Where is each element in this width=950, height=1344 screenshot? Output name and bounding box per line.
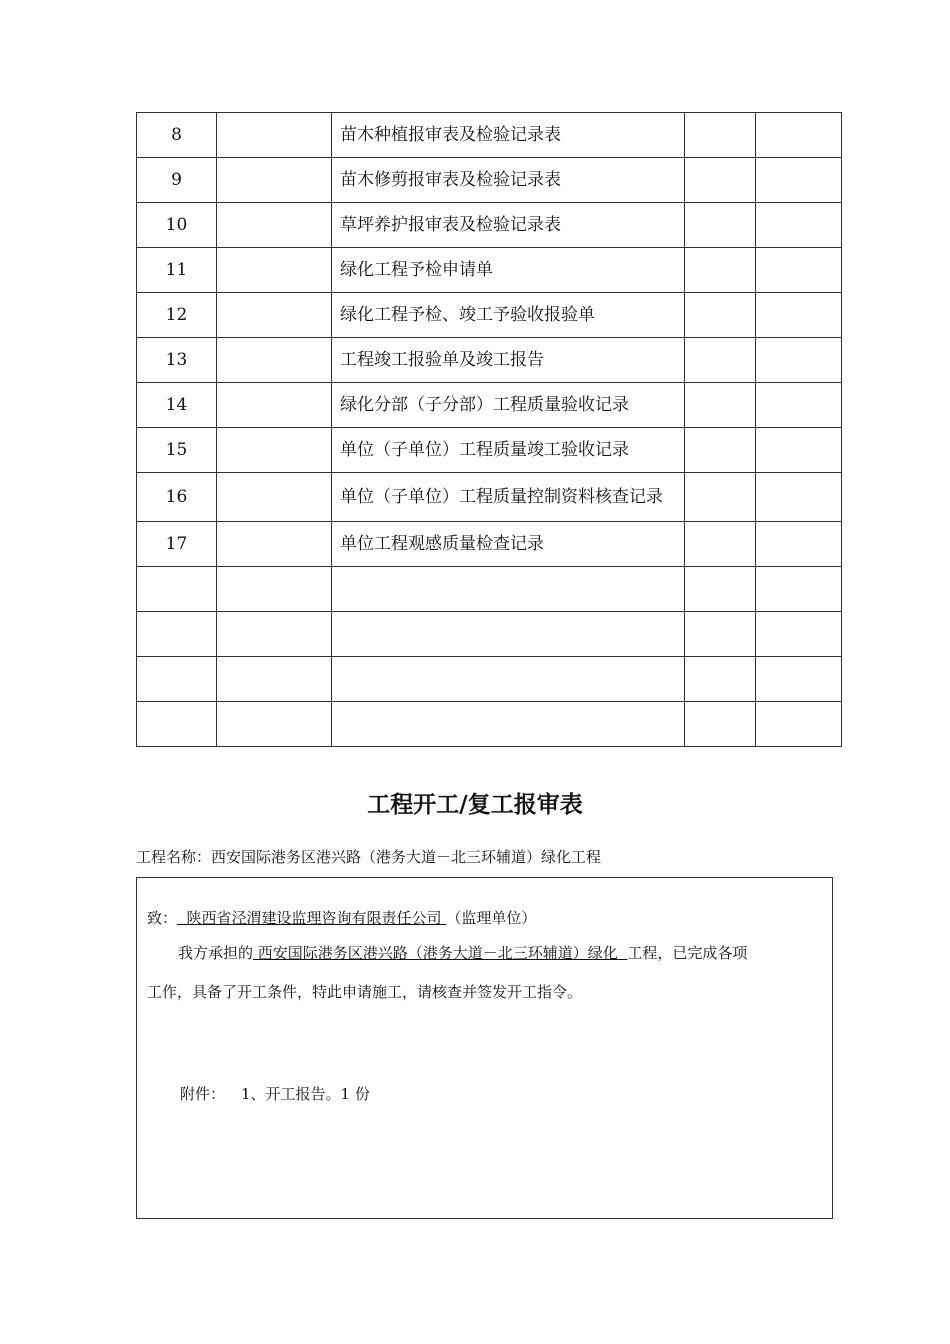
blank-cell: [217, 702, 332, 747]
row-number-cell: 13: [137, 338, 217, 383]
blank-cell: [685, 293, 756, 338]
row-number-cell: 11: [137, 248, 217, 293]
blank-cell: [685, 248, 756, 293]
table-row: [137, 293, 842, 338]
blank-cell: [217, 248, 332, 293]
blank-cell: [756, 612, 842, 657]
project-label: 工程名称：: [136, 848, 212, 866]
blank-cell: [685, 612, 756, 657]
blank-cell: [685, 428, 756, 473]
blank-cell: [217, 293, 332, 338]
blank-cell: [685, 522, 756, 567]
document-name-cell: 苗木修剪报审表及检验记录表: [332, 158, 685, 203]
blank-cell: [685, 338, 756, 383]
document-name-cell: 单位（子单位）工程质量控制资料核查记录: [332, 473, 685, 522]
blank-cell: [756, 702, 842, 747]
document-name-cell: 草坪养护报审表及检验记录表: [332, 203, 685, 248]
table-row: [137, 473, 842, 522]
document-name-cell: 单位工程观感质量检查记录: [332, 522, 685, 567]
row-number-cell: [137, 567, 217, 612]
document-name-cell: 单位（子单位）工程质量竣工验收记录: [332, 428, 685, 473]
blank-cell: [756, 158, 842, 203]
row-number-cell: 15: [137, 428, 217, 473]
attachment-text: 1、开工报告。1 份: [241, 1085, 370, 1103]
addressee-line: [147, 907, 536, 928]
blank-cell: [217, 657, 332, 702]
row-number-cell: 17: [137, 522, 217, 567]
row-number-cell: 12: [137, 293, 217, 338]
blank-cell: [685, 113, 756, 158]
document-name-cell: [332, 657, 685, 702]
blank-cell: [685, 473, 756, 522]
blank-cell: [685, 158, 756, 203]
blank-cell: [756, 428, 842, 473]
row-number-cell: 8: [137, 113, 217, 158]
to-label: 致：: [147, 909, 178, 927]
table-row: [137, 657, 842, 702]
blank-cell: [756, 657, 842, 702]
statement-line-1: [178, 942, 747, 963]
blank-cell: [756, 203, 842, 248]
table-row: [137, 428, 842, 473]
blank-cell: [756, 338, 842, 383]
document-name-cell: 工程竣工报验单及竣工报告: [332, 338, 685, 383]
blank-cell: [756, 113, 842, 158]
table-row: [137, 702, 842, 747]
blank-cell: [217, 473, 332, 522]
application-form-box: [136, 877, 833, 1219]
blank-cell: [217, 567, 332, 612]
blank-cell: [685, 702, 756, 747]
table-row: [137, 338, 842, 383]
form-title: 工程开工/复工报审表: [367, 792, 583, 818]
table-row: [137, 522, 842, 567]
blank-cell: [756, 567, 842, 612]
blank-cell: [756, 383, 842, 428]
document-name-cell: [332, 702, 685, 747]
body-suffix: 工程，已完成各项: [627, 944, 748, 962]
table-row: [137, 113, 842, 158]
table-row: [137, 383, 842, 428]
body-prefix: 我方承担的: [178, 944, 254, 962]
attachment-label: 附件：: [180, 1085, 226, 1103]
document-name-cell: 绿化分部（子分部）工程质量验收记录: [332, 383, 685, 428]
statement-line-2: 工作，具备了开工条件，特此申请施工，请核查并签发开工指令。: [147, 983, 583, 1001]
blank-cell: [756, 293, 842, 338]
blank-cell: [217, 113, 332, 158]
row-number-cell: [137, 702, 217, 747]
blank-cell: [756, 522, 842, 567]
blank-cell: [217, 522, 332, 567]
blank-cell: [685, 567, 756, 612]
blank-cell: [685, 657, 756, 702]
supervisor-company: 陕西省泾渭建设监理咨询有限责任公司: [177, 909, 447, 927]
project-name-line: [136, 846, 601, 867]
to-suffix: （监理单位）: [446, 909, 537, 927]
blank-cell: [756, 473, 842, 522]
table-row: [137, 567, 842, 612]
document-name-cell: 绿化工程予检、竣工予验收报验单: [332, 293, 685, 338]
table-row: [137, 612, 842, 657]
blank-cell: [217, 383, 332, 428]
row-number-cell: [137, 657, 217, 702]
blank-cell: [217, 158, 332, 203]
blank-cell: [217, 338, 332, 383]
table-row: [137, 203, 842, 248]
blank-cell: [685, 383, 756, 428]
table-row: [137, 248, 842, 293]
body-project: 西安国际港务区港兴路（港务大道－北三环辅道）绿化: [253, 944, 628, 962]
document-list-table: [136, 112, 842, 747]
row-number-cell: 10: [137, 203, 217, 248]
blank-cell: [685, 203, 756, 248]
blank-cell: [217, 612, 332, 657]
blank-cell: [217, 428, 332, 473]
document-name-cell: 苗木种植报审表及检验记录表: [332, 113, 685, 158]
project-name: 西安国际港务区港兴路（港务大道－北三环辅道）绿化工程: [211, 848, 602, 866]
document-name-cell: [332, 612, 685, 657]
table-row: [137, 158, 842, 203]
row-number-cell: 9: [137, 158, 217, 203]
document-name-cell: 绿化工程予检申请单: [332, 248, 685, 293]
row-number-cell: 14: [137, 383, 217, 428]
row-number-cell: [137, 612, 217, 657]
blank-cell: [756, 248, 842, 293]
blank-cell: [217, 203, 332, 248]
document-name-cell: [332, 567, 685, 612]
attachment-line: [180, 1083, 370, 1104]
row-number-cell: 16: [137, 473, 217, 522]
